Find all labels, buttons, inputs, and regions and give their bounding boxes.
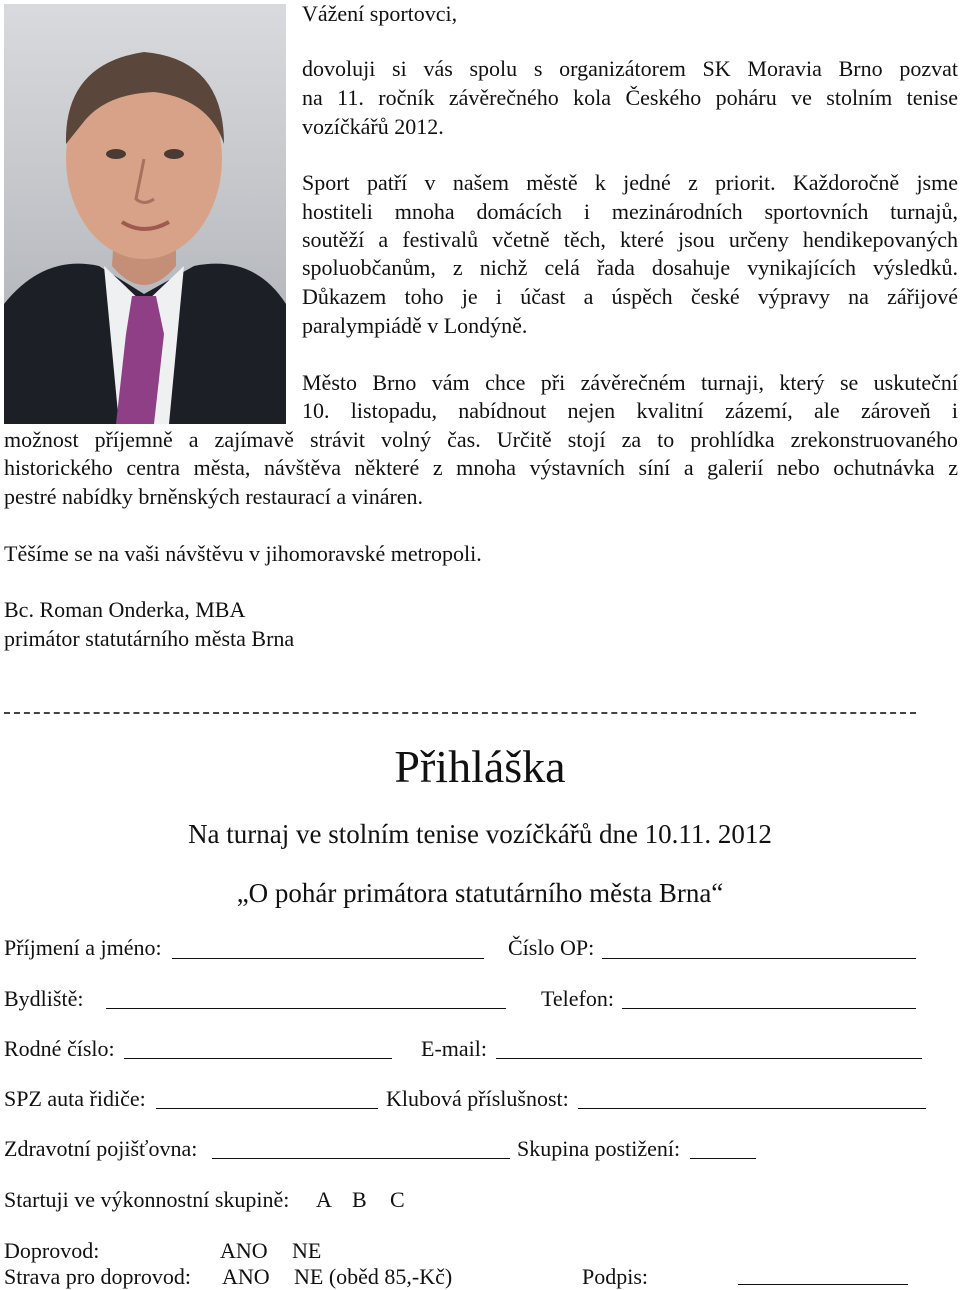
meal-yes-option[interactable]: ANO [222,1264,270,1289]
address-field[interactable] [106,1008,506,1009]
cup-name: „O pohár primátora statutárního města Brna“ [236,878,724,908]
email-label: E-mail: [421,1036,487,1061]
signature-label: Podpis: [582,1264,649,1289]
paragraph-1-line-1: dovoluji si vás spolu s organizátorem SK Moravia Brno pozvat [302,56,958,81]
surname-field[interactable] [172,958,484,959]
paragraph-2-line-3: soutěží a festivalů včetně těch, které jsou určeny hendikepovaných [302,227,958,252]
form-subtitle: Na turnaj ve stolním tenise vozíčkářů dne 10.11. 2012 [188,819,772,849]
signature-name: Bc. Roman Onderka, MBA [4,597,246,622]
paragraph-2-line-1: Sport patří v našem městě k jedné z priorit. Každoročně jsme [302,170,958,195]
paragraph-2-line-4: spoluobčanům, z nichž celá řada dosahuje vynikajících výsledků. [302,255,958,280]
disability-field[interactable] [690,1158,756,1159]
club-field[interactable] [578,1108,926,1109]
closing-sentence: Těšíme se na vaši návštěvu v jihomoravské metropoli. [4,541,482,566]
escort-yes-option[interactable]: ANO [220,1238,268,1263]
insurance-field[interactable] [212,1158,510,1159]
surname-label: Příjmení a jméno: [4,935,162,960]
paragraph-2-line-6: paralympiádě v Londýně. [302,313,528,338]
birth-number-field[interactable] [124,1058,392,1059]
paragraph-3-line-2: 10. listopadu, nabídnout nejen kvalitní zázemí, ale zároveň i [302,398,958,423]
paragraph-2-line-5: Důkazem toho je i účast a úspěch české výpravy na zářijové [302,284,958,309]
performance-group-label: Startuji ve výkonnostní skupině: [4,1187,290,1212]
paragraph-1-line-3: vozíčkářů 2012. [302,114,444,139]
escort-no-option[interactable]: NE [292,1238,322,1263]
paragraph-3-line-5: pestré nabídky brněnských restaurací a vináren. [4,484,424,509]
escort-label: Doprovod: [4,1238,100,1263]
phone-label: Telefon: [541,986,614,1011]
meal-label: Strava pro doprovod: [4,1264,191,1289]
signature-field[interactable] [738,1284,908,1285]
group-option-a[interactable]: A [316,1187,332,1212]
form-title: Přihláška [394,741,566,792]
op-field[interactable] [602,958,916,959]
birth-number-label: Rodné číslo: [4,1036,115,1061]
group-option-b[interactable]: B [352,1187,367,1212]
group-option-c[interactable]: C [390,1187,405,1212]
paragraph-3-line-1: Město Brno vám chce při závěrečném turnaji, který se uskuteční [302,370,958,395]
cut-line [4,712,916,714]
phone-field[interactable] [622,1008,916,1009]
paragraph-1-line-2: na 11. ročník závěrečného kola Českého poháru ve stolním tenise [302,85,958,110]
portrait-photo [4,4,286,424]
greeting: Vážení sportovci, [302,1,458,26]
insurance-label: Zdravotní pojišťovna: [4,1136,198,1161]
op-label: Číslo OP: [508,935,595,960]
email-field[interactable] [496,1058,922,1059]
spz-field[interactable] [156,1108,378,1109]
address-label: Bydliště: [4,986,84,1011]
paragraph-2-line-2: hostiteli mnoha domácích i mezinárodních sportovních turnajů, [302,199,958,224]
portrait-illustration [4,4,286,424]
meal-no-option[interactable]: NE (oběd 85,-Kč) [294,1264,453,1289]
signature-title: primátor statutárního města Brna [4,626,295,651]
paragraph-3-line-3: možnost příjemně a zajímavě strávit volný čas. Určitě stojí za to prohlídka zrekonstruovaného [4,427,958,452]
club-label: Klubová příslušnost: [386,1086,569,1111]
paragraph-3-line-4: historického centra města, návštěva některé z mnoha výstavních síní a galerií nebo ochutnávka z [4,455,958,480]
spz-label: SPZ auta řidiče: [4,1086,146,1111]
disability-label: Skupina postižení: [517,1136,681,1161]
